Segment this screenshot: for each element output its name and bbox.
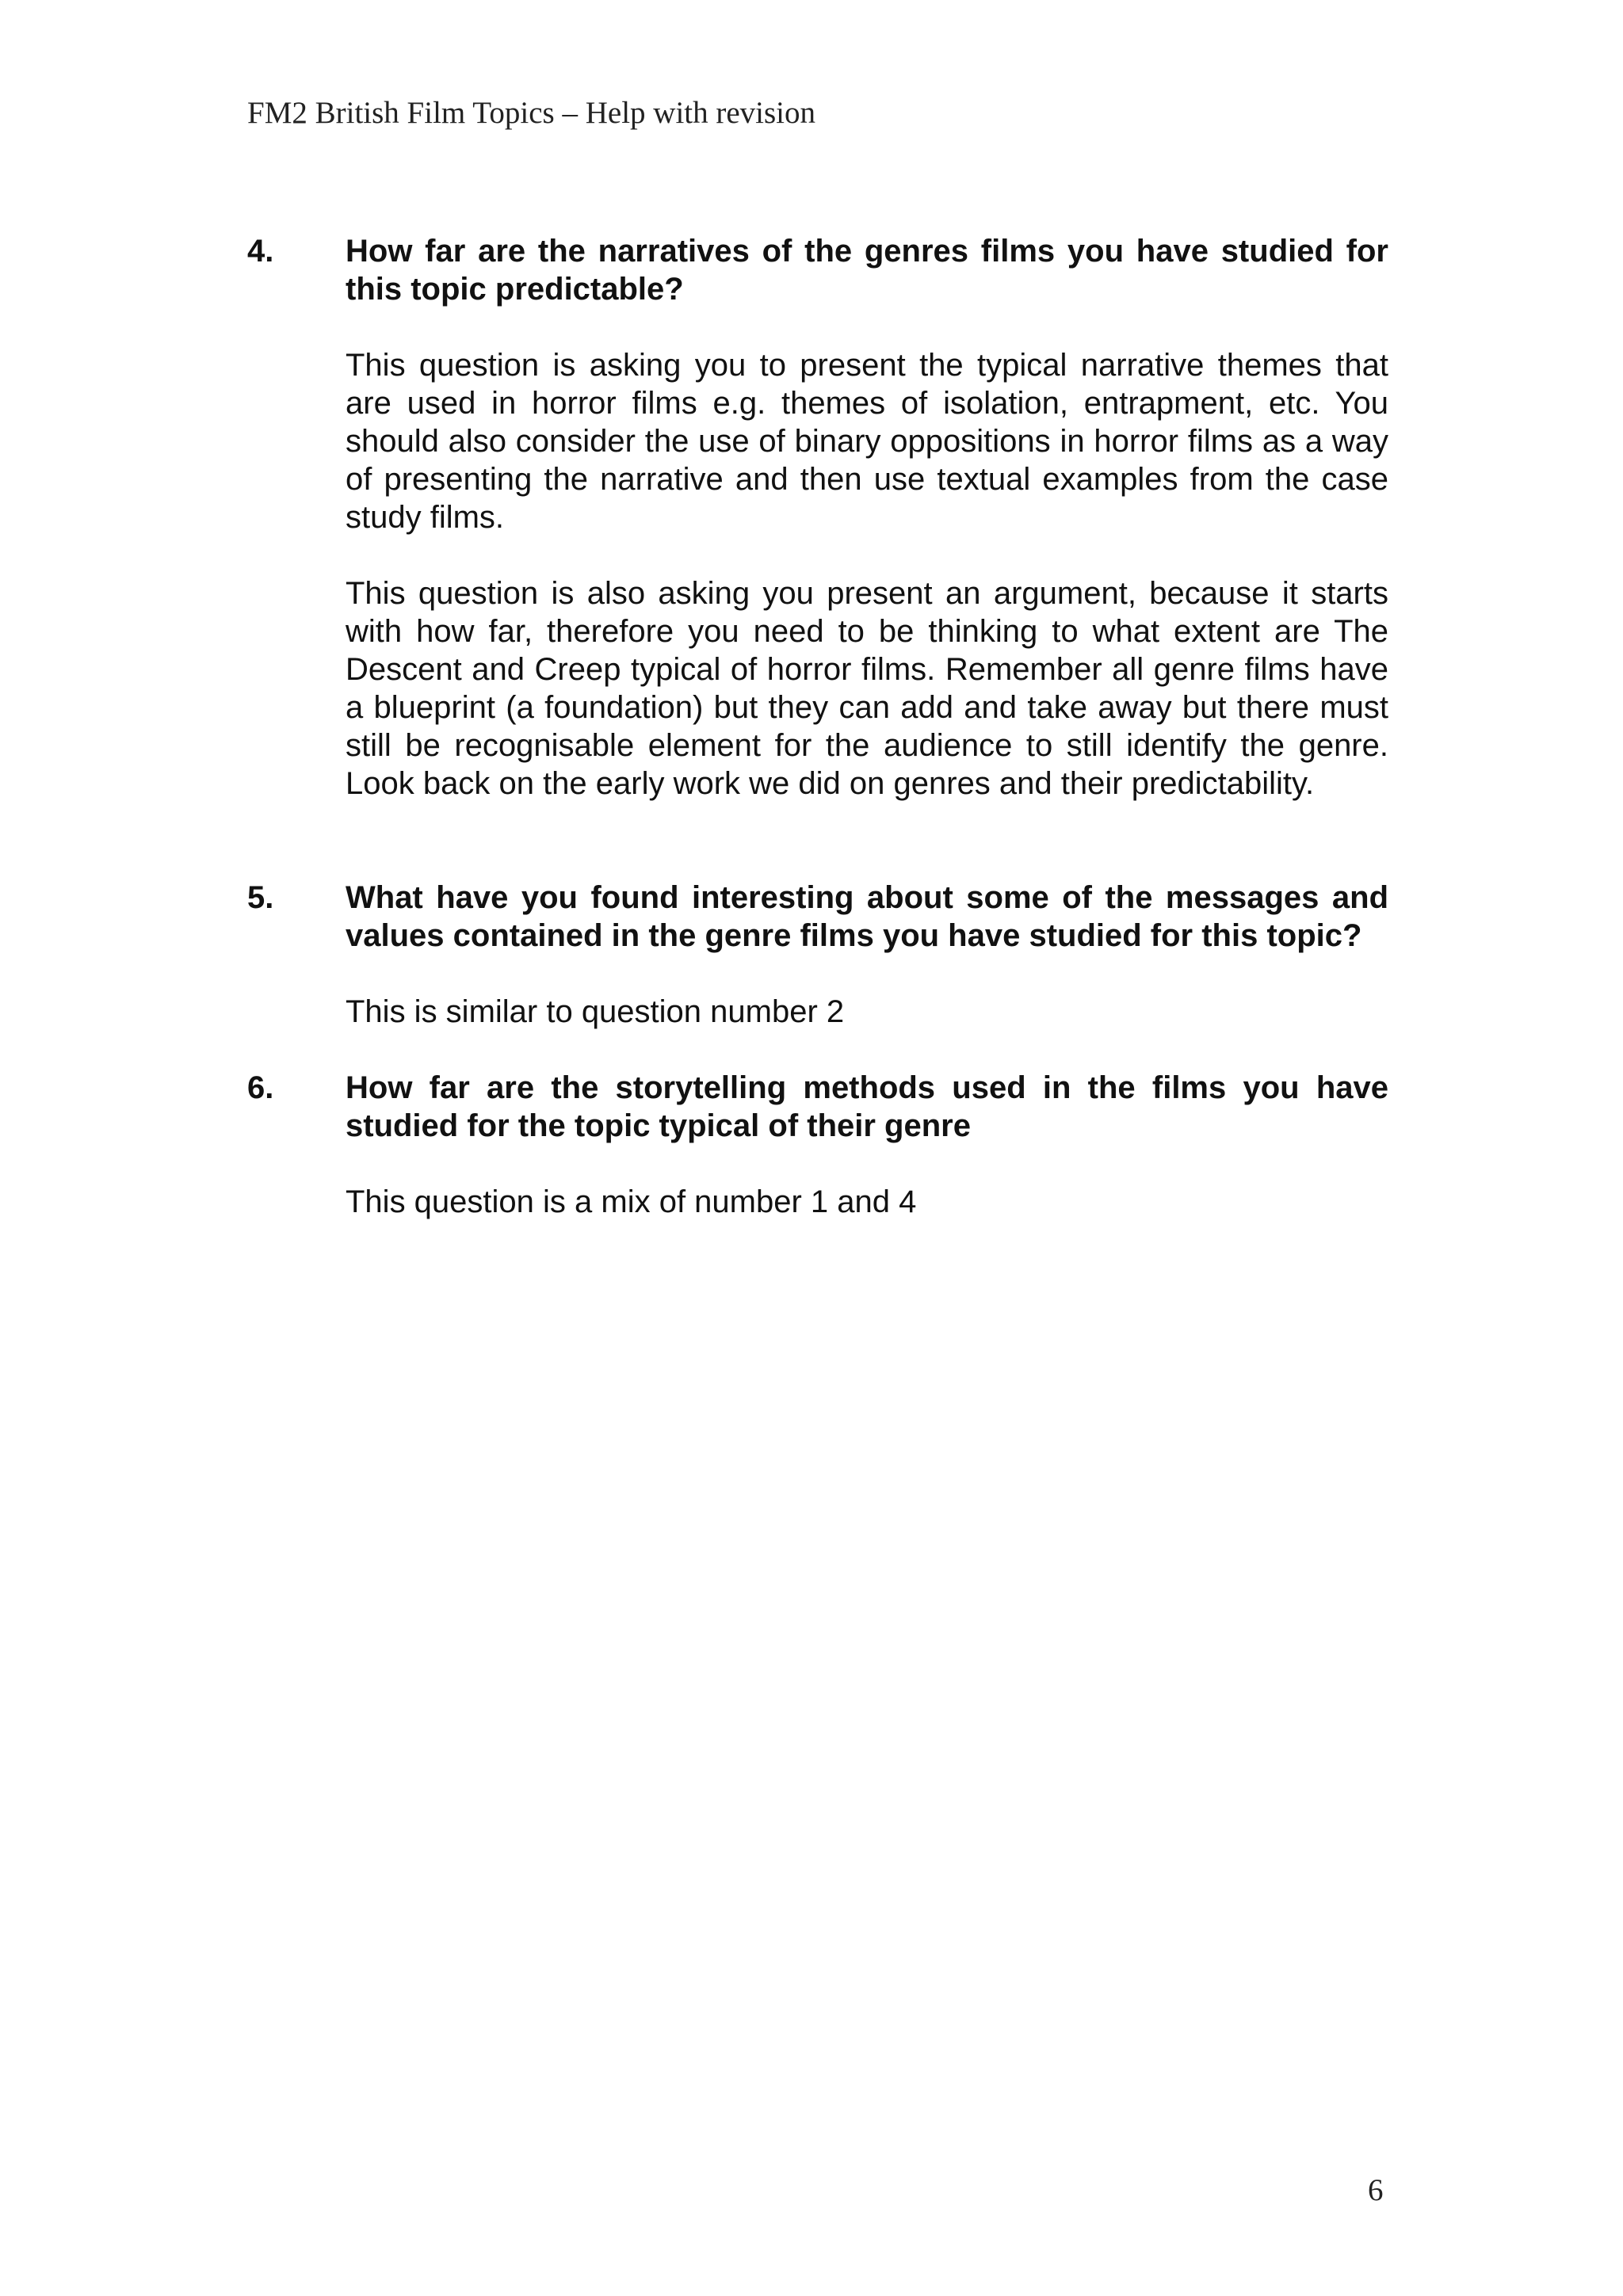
answer-paragraph: This question is asking you to present the typical narrative themes that are used in horror films e.g. themes of isolation, entrapment, etc. You should also consider the use of binary oppositions in horror films as a way of presenting the narrative and then use textual examples from the case study films. bbox=[346, 348, 1388, 535]
question-text: What have you found interesting about some of the messages and values contained in the genre films you have studied for this topic? bbox=[346, 880, 1388, 953]
answer-paragraph: This question is a mix of number 1 and 4 bbox=[346, 1184, 917, 1219]
question-4 bbox=[247, 232, 1388, 308]
question-text: How far are the narratives of the genres films you have studied for this topic predictable? bbox=[346, 234, 1388, 307]
answer-paragraph: This question is also asking you present an argument, because it starts with how far, therefore you need to be thinking to what extent are The Descent and Creep typical of horror films. Remember all genre films have a blueprint (a foundation) but they can add and take away but there must still be recognisable element for the audience to still identify the genre. Look back on the early work we did on genres and their predictability. bbox=[346, 576, 1388, 801]
question-number: 5. bbox=[247, 880, 274, 915]
answer-paragraph: This is similar to question number 2 bbox=[346, 994, 845, 1029]
question-5 bbox=[247, 879, 1388, 955]
document-header: FM2 British Film Topics – Help with revision bbox=[247, 96, 816, 130]
page-number: 6 bbox=[1368, 2173, 1384, 2207]
document-body bbox=[247, 232, 1388, 1221]
question-number: 6. bbox=[247, 1070, 274, 1105]
question-number: 4. bbox=[247, 234, 274, 269]
question-text: How far are the storytelling methods used in the films you have studied for the topic typical of their genre bbox=[346, 1070, 1388, 1143]
question-6 bbox=[247, 1069, 1388, 1145]
